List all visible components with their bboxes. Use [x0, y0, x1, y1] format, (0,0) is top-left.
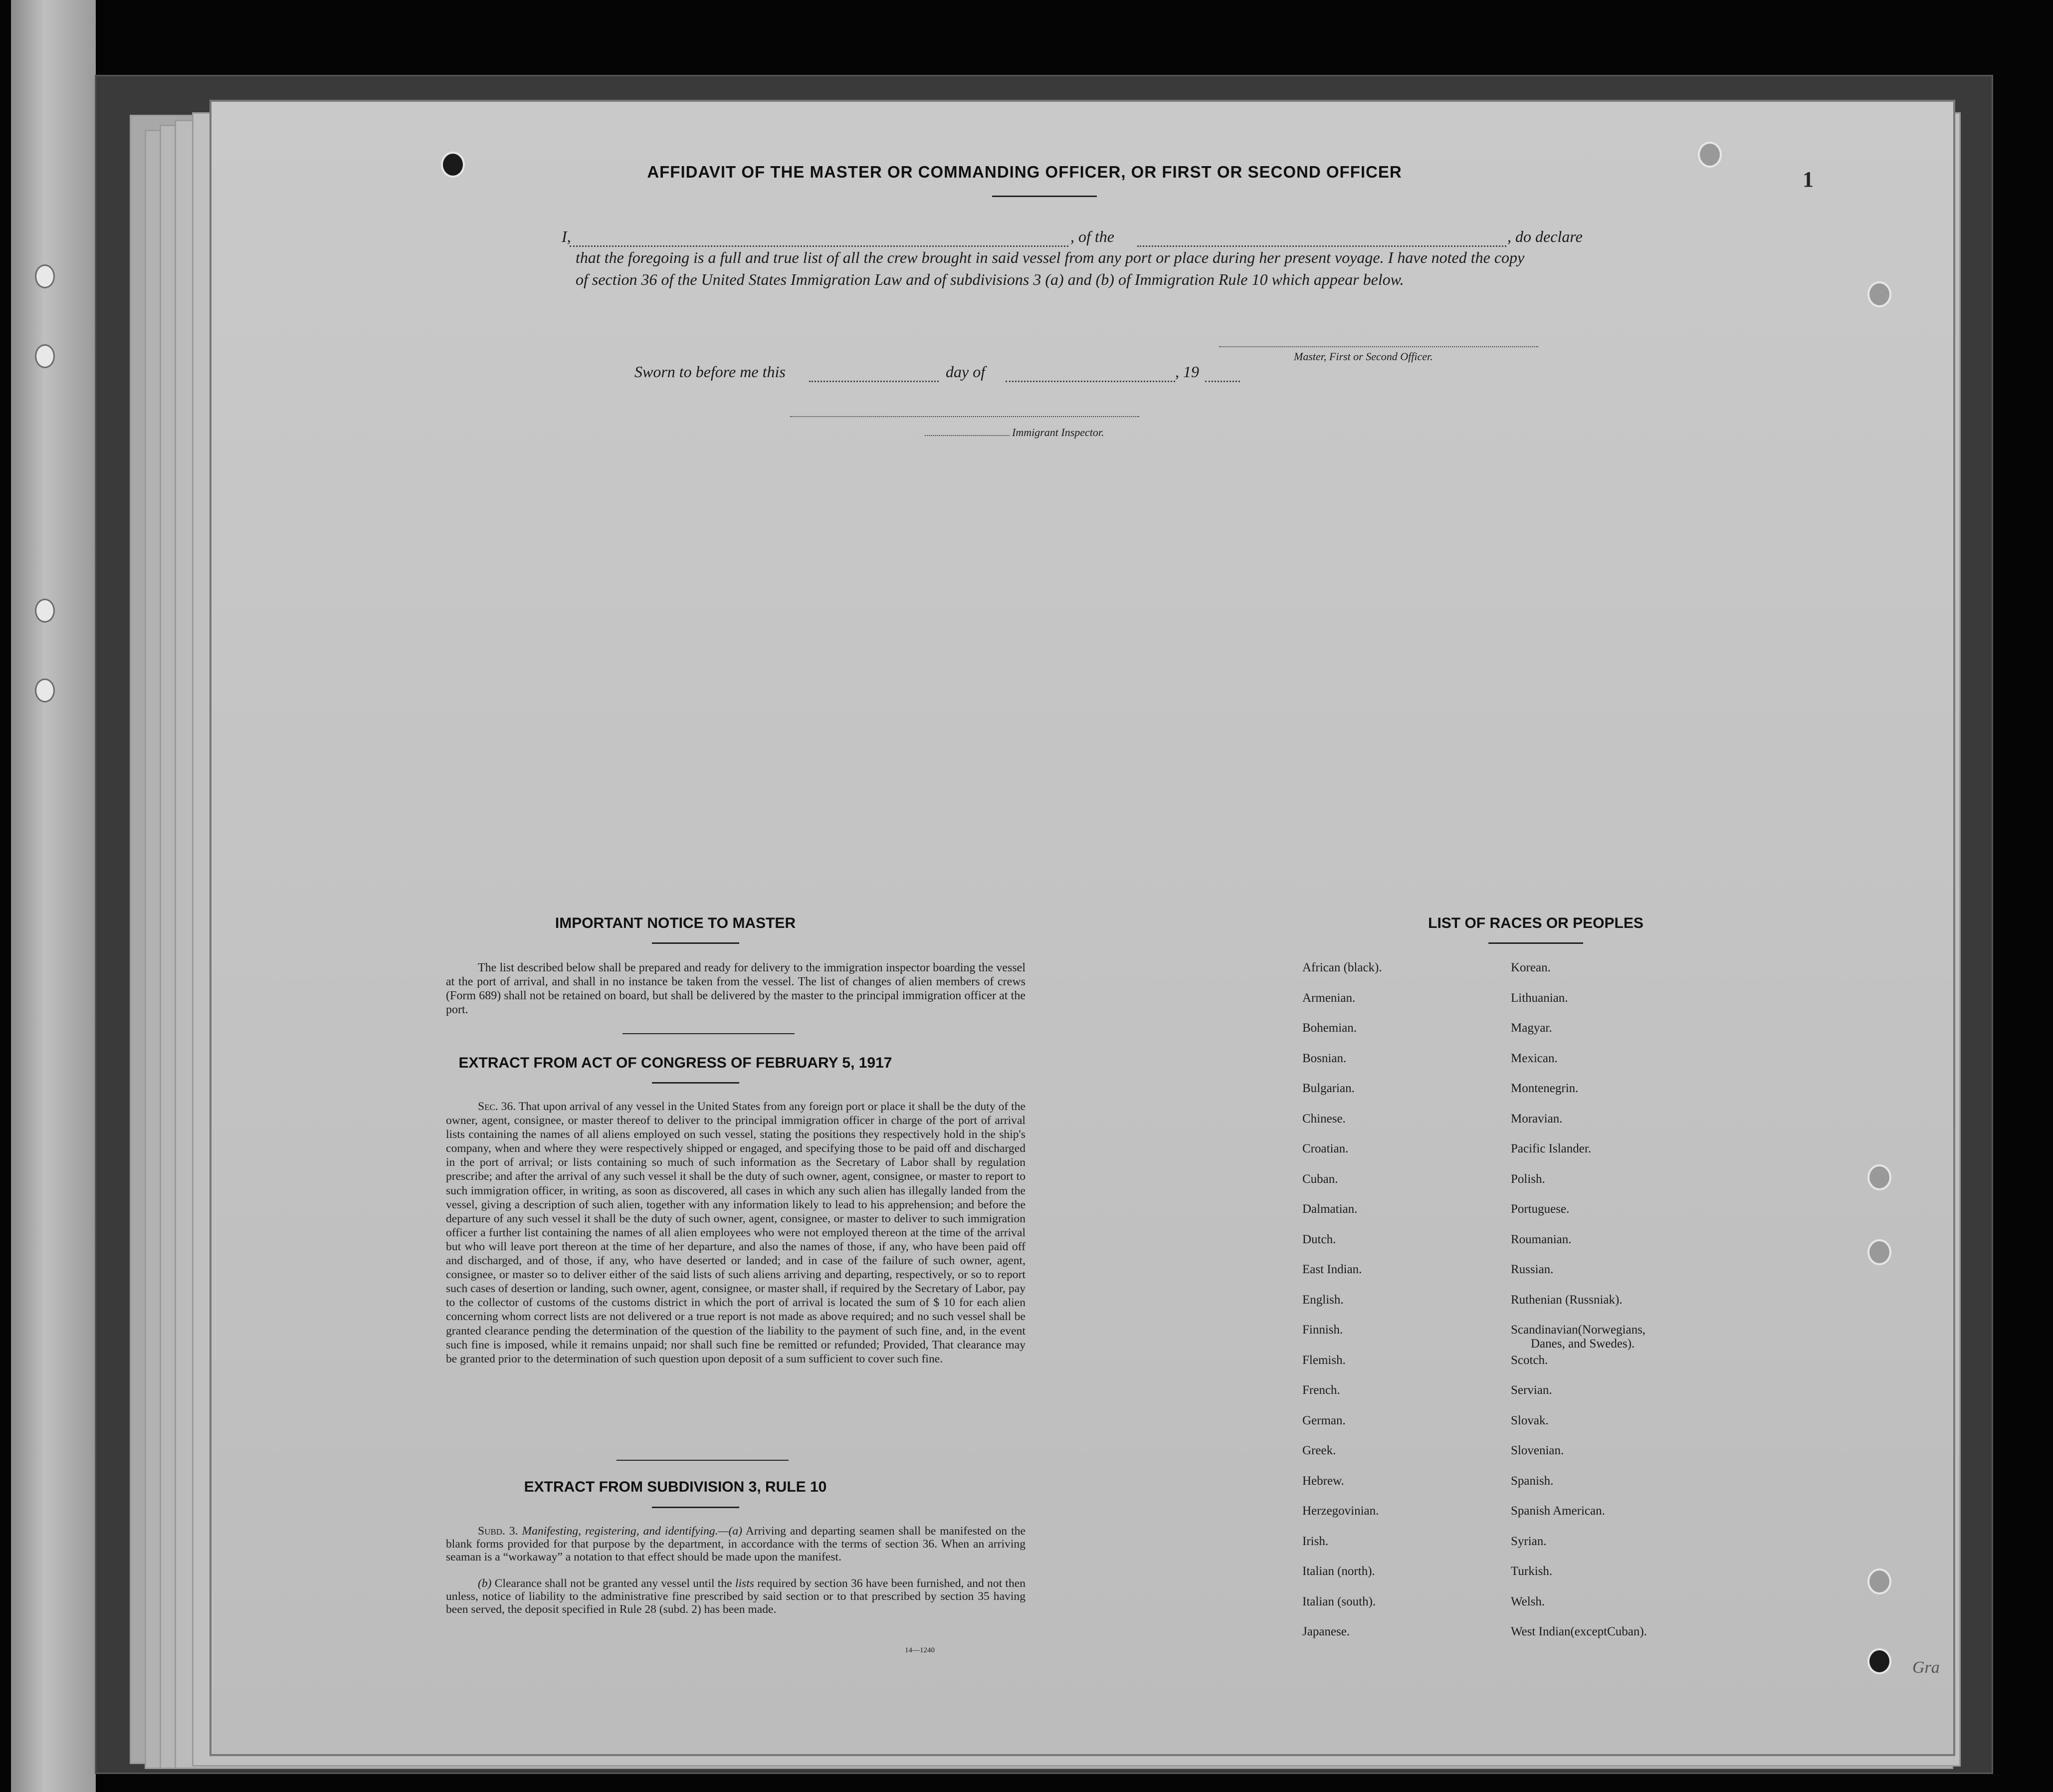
- race-item-label: Lithuanian.: [1511, 991, 1568, 1005]
- race-item: [1302, 1112, 1492, 1142]
- race-item: [1302, 991, 1492, 1022]
- binder-hole: [35, 678, 55, 702]
- race-item: [1302, 1142, 1492, 1172]
- race-item-label: Croatian.: [1302, 1142, 1349, 1155]
- race-item-label: Syrian.: [1511, 1534, 1547, 1548]
- race-item-label: Greek.: [1302, 1444, 1336, 1457]
- rule-extract-text-b: [446, 1577, 1026, 1616]
- race-item-label: Dalmatian.: [1302, 1202, 1358, 1216]
- sworn-line: [211, 363, 1957, 385]
- binder-hole: [35, 264, 55, 288]
- race-item: [1511, 1353, 1720, 1384]
- rule-text-b-2: required by section 36 have been furnished, and not then unless, notice of liability to the administrative fine prescribed by said section or to that prescribed by section 35 having been served, the deposit specified in Rule 28 (subd. 2) has been made.: [446, 1577, 1026, 1616]
- sworn-year: , 19: [1175, 363, 1199, 381]
- race-item-label: Japanese.: [1302, 1625, 1350, 1638]
- notice-text: [446, 961, 1026, 1017]
- affidavit-do-declare: , do declare: [1507, 227, 1583, 245]
- race-item: [1511, 1112, 1720, 1142]
- affidavit-body: [576, 246, 1538, 290]
- race-item-label: Korean.: [1511, 961, 1551, 974]
- manifest-page: [209, 100, 1955, 1756]
- race-item-label: Chinese.: [1302, 1112, 1346, 1125]
- race-item-label: Bulgarian.: [1302, 1082, 1355, 1095]
- subd-3-label: Subd. 3.: [478, 1525, 518, 1538]
- race-item: [1511, 1233, 1720, 1263]
- race-item-label: Moravian.: [1511, 1112, 1563, 1125]
- race-item: [1511, 1323, 1720, 1353]
- act-extract-title: EXTRACT FROM ACT OF CONGRESS OF FEBRUARY 5, 1917: [458, 1055, 892, 1071]
- act-extract-body: That upon arrival of any vessel in the United States from any foreign port or place it shall be the duty of the owner, agent, consignee, or master thereof to deliver to the principal immigration officer in charge of the port of arrival lists containing the names of all aliens employed on such vessel, stating the positions they respectively hold in the ship's company, when and where they were respectively shipped or engaged, and specifying those to be paid off and discharged in the port of arrival; or lists containing so much of such information as the Secretary of Labor shall by regulation prescribe; and after the arrival of any such vessel it shall be the duty of such owner, agent, consignee, or master to report to such immigration officer, in writing, as soon as discovered, all cases in which any such alien has illegally landed from the vessel, giving a description of such alien, together with any information likely to lead to his apprehension; and before the departure of any such vessel it shall be the duty of such owner, agent, consignee, or master to deliver to such immigration officer a further list containing the names of all alien employees who were not employed thereon at the time of the arrival but who will leave port thereon at the time of her departure, and also the names of those, if any, who have been paid off and discharged, and of those, if any, who have deserted or landed; and in case of the failure of such owner, agent, consignee, or master so to deliver either of the said lists of such aliens arriving and departing, respectively, or so to report such cases of desertion or landing, such owner, agent, consignee, or master shall, if required by the Secretary of Labor, pay to the collector of customs of the customs district in which the port of arrival is located the sum of $ 10 for each alien concerning whom correct lists are not delivered or a true report is not made as above required; and no such vessel shall be granted clearance pending the determination of the question of the liability to the payment of such fine, and, in the event such fine is imposed, while it remains unpaid; nor shall such fine be remitted or refunded; Provided, That clearance may be granted prior to the determination of such question upon deposit of a sum sufficient to cover such fine.: [446, 1100, 1026, 1365]
- race-item: [1511, 1565, 1720, 1595]
- inspector-label: Immigrant Inspector.: [1012, 426, 1104, 439]
- race-item: [1302, 1383, 1492, 1414]
- form-number: 14—1240: [905, 1646, 935, 1654]
- race-item-label: African (black).: [1302, 961, 1382, 974]
- notice-text-body: The list described below shall be prepared and ready for delivery to the immigration inspector boarding the vessel at the port of arrival, and shall in no instance be taken from the vessel. The list of changes of alien members of crews (Form 689) shall not be retained on board, but shall be delivered by the master to the principal immigration officer at the port.: [446, 961, 1026, 1016]
- race-item: [1302, 1052, 1492, 1082]
- race-item-label: Slovak.: [1511, 1413, 1549, 1427]
- binder-hole: [35, 599, 55, 623]
- race-item-label: Dutch.: [1302, 1232, 1336, 1246]
- master-signature-field[interactable]: [1219, 346, 1538, 347]
- race-item: [1302, 1414, 1492, 1444]
- punch-hole: [1867, 1164, 1891, 1190]
- race-item: [1302, 1172, 1492, 1203]
- race-item-label: Slovenian.: [1511, 1444, 1564, 1457]
- binder-strip: [11, 0, 96, 1792]
- sworn-prefix: Sworn to before me this: [634, 363, 786, 381]
- race-item: [1511, 991, 1720, 1022]
- race-item: [1511, 1082, 1720, 1112]
- race-item-label: Spanish American.: [1511, 1504, 1605, 1518]
- race-item: [1511, 1293, 1720, 1324]
- race-item: [1302, 1595, 1492, 1625]
- sworn-year-field[interactable]: [1205, 381, 1240, 382]
- race-item: [1302, 1535, 1492, 1565]
- race-item-label: Scotch.: [1511, 1353, 1548, 1367]
- race-item: [1511, 961, 1720, 991]
- punch-hole: [1867, 1239, 1891, 1265]
- sworn-day-field[interactable]: [809, 381, 939, 382]
- rule-text-a: Arriving and departing seamen shall be manifested on the blank forms provided for that purpose by the department, in accordance with the terms of section 36. When an arriving seaman is a “workaway” a notation to that effect should be made upon the manifest.: [446, 1525, 1026, 1564]
- race-item-label: Cuban.: [1302, 1172, 1338, 1186]
- notice-title-underline: [652, 942, 739, 944]
- page-number-mark: 1: [1803, 167, 1814, 192]
- race-item: [1302, 1202, 1492, 1233]
- sec-36-label: Sec. 36.: [478, 1100, 516, 1113]
- act-extract-text: [446, 1100, 1026, 1366]
- race-item-continuation: Danes, and Swedes).: [1531, 1337, 1635, 1350]
- section-divider: [622, 1033, 795, 1034]
- race-item: [1302, 1474, 1492, 1505]
- act-title-underline: [652, 1082, 739, 1084]
- race-item-label: Armenian.: [1302, 991, 1356, 1005]
- binder-hole: [35, 344, 55, 368]
- race-item: [1302, 1444, 1492, 1474]
- race-item-label: East Indian.: [1302, 1263, 1362, 1276]
- race-item: [1511, 1474, 1720, 1505]
- race-item-label: English.: [1302, 1293, 1344, 1307]
- rule-label-b: (b): [478, 1577, 492, 1590]
- race-item-label: French.: [1302, 1383, 1340, 1397]
- corner-handwriting: Gra: [1912, 1658, 1940, 1677]
- race-item-label: Finnish.: [1302, 1323, 1343, 1337]
- race-item-label: Irish.: [1302, 1534, 1329, 1548]
- race-item-label: Welsh.: [1511, 1594, 1545, 1608]
- race-item-label: Scandinavian(Norwegians,: [1511, 1323, 1646, 1337]
- race-item: [1511, 1535, 1720, 1565]
- rule-extract-text-a: [446, 1525, 1026, 1564]
- race-item: [1511, 1414, 1720, 1444]
- race-item-label: Roumanian.: [1511, 1232, 1572, 1246]
- punch-hole: [1867, 281, 1891, 307]
- race-item: [1302, 1625, 1492, 1655]
- punch-hole: [1698, 142, 1722, 168]
- race-item: [1511, 1595, 1720, 1625]
- race-item-label: Hebrew.: [1302, 1474, 1344, 1488]
- race-item: [1302, 961, 1492, 991]
- race-item-label: West Indian(exceptCuban).: [1511, 1625, 1647, 1638]
- race-item-label: Russian.: [1511, 1263, 1554, 1276]
- race-item-label: Mexican.: [1511, 1051, 1558, 1065]
- punch-hole: [1867, 1568, 1891, 1594]
- races-right-column: [1511, 961, 1720, 1655]
- affidavit-of-the: , of the: [1070, 227, 1114, 245]
- affidavit-body-text: that the foregoing is a full and true list of all the crew brought in said vessel from any port or place during her present voyage. I have noted the copy of section 36 of the United States Immigration Law and of subdivisions 3 (a) and (b) of Immigration Rule 10 which appear below.: [576, 248, 1525, 288]
- race-item: [1511, 1444, 1720, 1474]
- race-item-label: Flemish.: [1302, 1353, 1346, 1367]
- notice-title: IMPORTANT NOTICE TO MASTER: [555, 915, 796, 931]
- race-item-label: Spanish.: [1511, 1474, 1554, 1488]
- race-item: [1511, 1202, 1720, 1233]
- sworn-month-field[interactable]: [1006, 381, 1175, 382]
- race-item: [1302, 1263, 1492, 1293]
- punch-hole: [1867, 1648, 1891, 1674]
- race-item-label: Bohemian.: [1302, 1021, 1357, 1035]
- inspector-label-leader: [925, 435, 1010, 436]
- inspector-signature-field[interactable]: [790, 416, 1139, 417]
- rule-heading: Manifesting, registering, and identifying.—(a): [522, 1525, 743, 1538]
- race-item-label: Magyar.: [1511, 1021, 1552, 1035]
- race-item: [1511, 1172, 1720, 1203]
- race-item: [1511, 1021, 1720, 1052]
- title-underline: [992, 196, 1097, 197]
- race-item: [1511, 1052, 1720, 1082]
- race-item: [1302, 1021, 1492, 1052]
- race-item-label: Bosnian.: [1302, 1051, 1347, 1065]
- rule-text-b-1: Clearance shall not be granted any vessel until the: [494, 1577, 732, 1590]
- races-left-column: [1302, 961, 1492, 1655]
- race-item-label: Ruthenian (Russniak).: [1511, 1293, 1623, 1307]
- race-item: [1302, 1353, 1492, 1384]
- affidavit-title: AFFIDAVIT OF THE MASTER OR COMMANDING OFFICER, OR FIRST OR SECOND OFFICER: [647, 163, 1402, 181]
- race-item-label: Montenegrin.: [1511, 1082, 1579, 1095]
- race-item-label: Polish.: [1511, 1172, 1545, 1186]
- race-item: [1302, 1233, 1492, 1263]
- race-item: [1511, 1142, 1720, 1172]
- race-item-label: Herzegovinian.: [1302, 1504, 1379, 1518]
- section-divider: [616, 1460, 789, 1461]
- race-item-label: Portuguese.: [1511, 1202, 1570, 1216]
- race-item: [1511, 1625, 1720, 1655]
- races-title-underline: [1488, 942, 1583, 944]
- race-item-label: German.: [1302, 1413, 1346, 1427]
- rule-extract-title: EXTRACT FROM SUBDIVISION 3, RULE 10: [524, 1479, 827, 1495]
- race-item: [1511, 1383, 1720, 1414]
- race-item-label: Pacific Islander.: [1511, 1142, 1592, 1155]
- sworn-day-of: day of: [946, 363, 986, 381]
- race-item: [1302, 1565, 1492, 1595]
- race-item: [1302, 1082, 1492, 1112]
- race-item-label: Italian (south).: [1302, 1594, 1376, 1608]
- races-title: LIST OF RACES OR PEOPLES: [1428, 915, 1643, 931]
- rule-title-underline: [652, 1507, 739, 1508]
- race-item: [1302, 1504, 1492, 1535]
- race-item-label: Turkish.: [1511, 1565, 1553, 1578]
- race-item: [1302, 1293, 1492, 1324]
- rule-text-b-lists: lists: [735, 1577, 754, 1590]
- race-item: [1302, 1323, 1492, 1353]
- race-item-label: Servian.: [1511, 1383, 1552, 1397]
- affidavit-i: I,: [562, 227, 571, 245]
- race-item: [1511, 1263, 1720, 1293]
- race-item-label: Italian (north).: [1302, 1565, 1375, 1578]
- race-item: [1511, 1504, 1720, 1535]
- master-signature-label: Master, First or Second Officer.: [1294, 350, 1433, 363]
